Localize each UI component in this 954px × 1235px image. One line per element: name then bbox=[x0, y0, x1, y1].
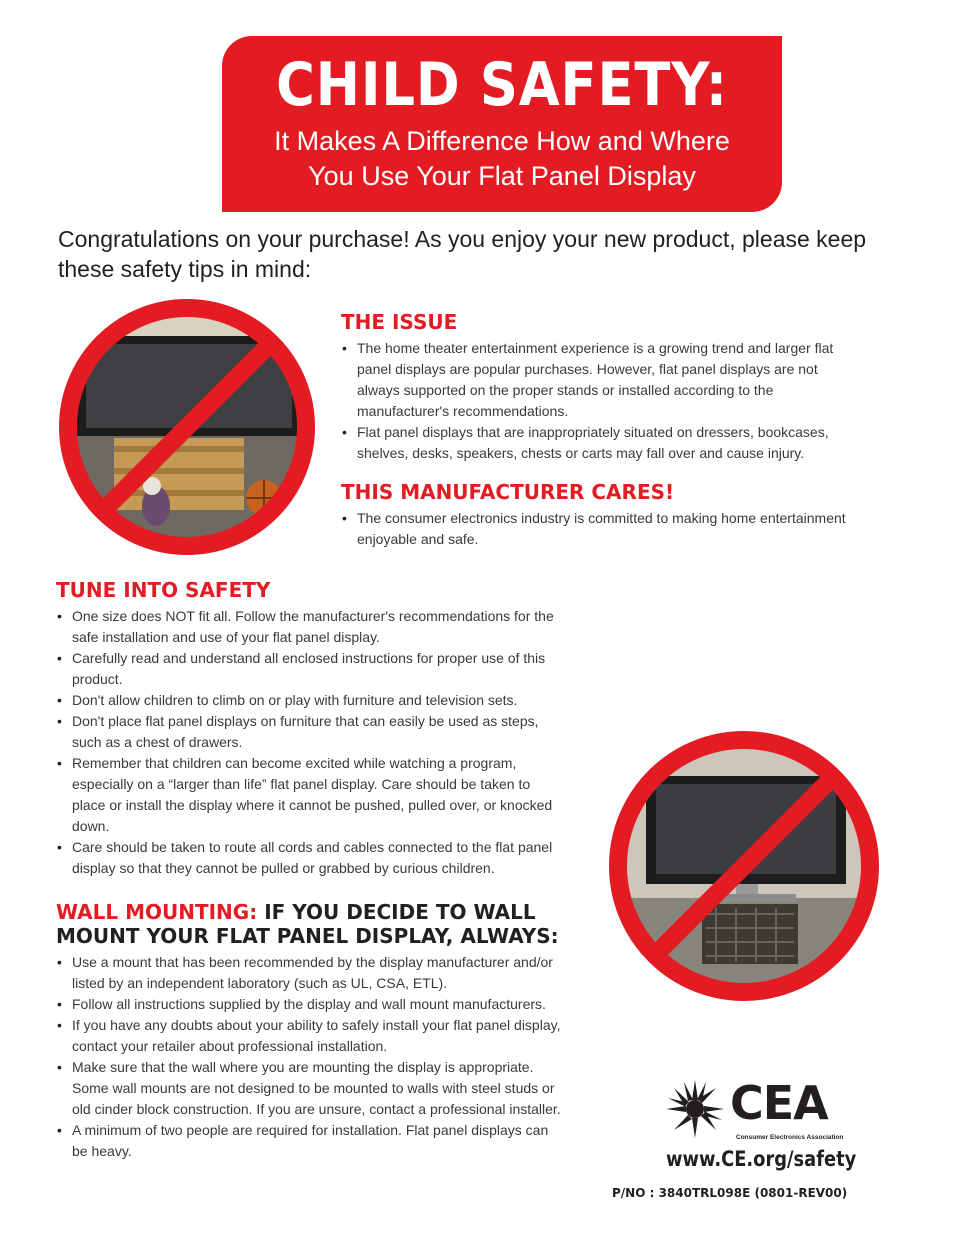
wall-mounting-section bbox=[56, 900, 566, 1162]
list-item: • Remember that children can become excited while watching a program, especially on a “larger than life” flat panel display. Care should be taken to place or install the display where it cannot be pushed, pulled over, or knocked down. bbox=[56, 753, 556, 837]
list-item: • Flat panel displays that are inappropriately situated on dressers, bookcases, shelves, desks, speakers, chests or carts may fall over and cause injury. bbox=[341, 422, 851, 464]
list-item: • One size does NOT fit all. Follow the manufacturer's recommendations for the safe installation and use of your flat panel display. bbox=[56, 606, 556, 648]
wall-mounting-heading bbox=[56, 900, 566, 948]
list-item: • Don't place flat panel displays on furniture that can easily be used as steps, such as a chest of drawers. bbox=[56, 711, 556, 753]
intro-text: Congratulations on your purchase! As you enjoy your new product, please keep these safety tips in mind: bbox=[58, 226, 867, 282]
tune-into-safety-heading: TUNE INTO SAFETY bbox=[56, 578, 271, 602]
banner-subtitle-line2: You Use Your Flat Panel Display bbox=[308, 161, 696, 191]
prohibited-tv-on-stand-image bbox=[606, 728, 882, 1004]
the-issue-heading: THE ISSUE bbox=[341, 310, 458, 334]
list-item: • Don't allow children to climb on or play with furniture and television sets. bbox=[56, 690, 556, 711]
cea-logo bbox=[666, 1076, 866, 1171]
the-issue-section bbox=[341, 310, 851, 464]
list-item: • If you have any doubts about your ability to safely install your flat panel display, contact your retailer about professional installation. bbox=[56, 1015, 566, 1057]
list-item: • Use a mount that has been recommended by the display manufacturer and/or listed by an independent laboratory (such as UL, CSA, ETL). bbox=[56, 952, 566, 994]
cea-full-name: Consumer Electronics Association bbox=[736, 1134, 844, 1141]
title-banner bbox=[222, 36, 782, 212]
banner-title: CHILD SAFETY: bbox=[276, 50, 728, 120]
list-item: • Follow all instructions supplied by the display and wall mount manufacturers. bbox=[56, 994, 566, 1015]
list-item: • The consumer electronics industry is committed to making home entertainment enjoyable and safe. bbox=[341, 508, 851, 550]
list-item: • Care should be taken to route all cords and cables connected to the flat panel display so that they cannot be pulled or grabbed by curious children. bbox=[56, 837, 556, 879]
wall-mounting-heading-red: WALL MOUNTING: bbox=[56, 900, 258, 924]
manufacturer-cares-section bbox=[341, 480, 851, 550]
wall-mounting-heading-dark: IF YOU DECIDE TO WALL MOUNT YOUR FLAT PANEL DISPLAY, ALWAYS: bbox=[56, 900, 559, 948]
part-number: P/NO : 3840TRL098E (0801-REV00) bbox=[612, 1186, 848, 1200]
cea-wordmark: CEA bbox=[730, 1076, 828, 1130]
banner-subtitle-line1: It Makes A Difference How and Where bbox=[274, 126, 730, 156]
tune-into-safety-section bbox=[56, 578, 556, 879]
list-item: • The home theater entertainment experience is a growing trend and larger flat panel displays are popular purchases. However, flat panel displays are not always supported on the proper stands or installed according to the manufacturer's recommendations. bbox=[341, 338, 851, 422]
list-item: • A minimum of two people are required for installation. Flat panel displays can be heavy. bbox=[56, 1120, 566, 1162]
manufacturer-cares-heading: THIS MANUFACTURER CARES! bbox=[341, 480, 675, 504]
prohibited-tv-on-crate-image bbox=[56, 296, 318, 558]
starburst-icon bbox=[666, 1080, 726, 1138]
safety-url: www.CE.org/safety bbox=[666, 1147, 857, 1171]
list-item: • Carefully read and understand all enclosed instructions for proper use of this product. bbox=[56, 648, 556, 690]
list-item: • Make sure that the wall where you are mounting the display is appropriate. Some wall mounts are not designed to be mounted to walls with steel studs or old cinder block construction. If you are unsure, contact a professional installer. bbox=[56, 1057, 566, 1120]
